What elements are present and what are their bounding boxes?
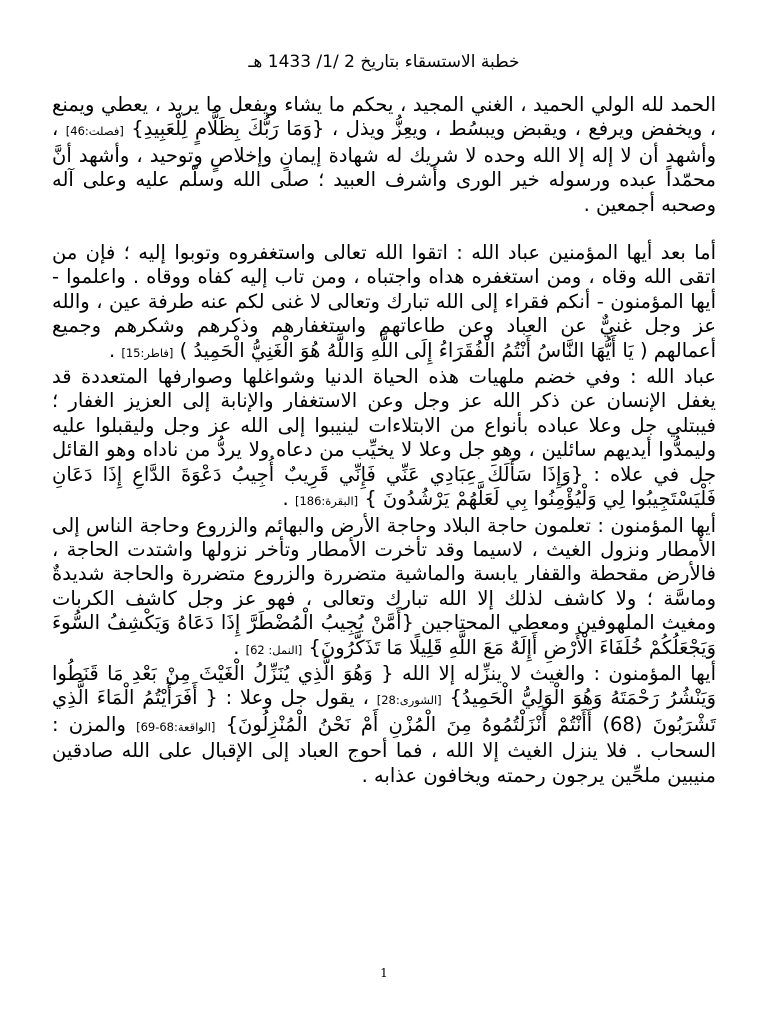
paragraph-opening — [52, 93, 716, 217]
paragraph-rain-from-allah — [52, 662, 716, 788]
paragraph-text: عباد الله : وفي خضم ملهيات هذه الحياة الدنيا وشواغلها وصوارفها المتعددة قد يغفل الإنسان عن ذكر الله عز وجل وعن الاستغفار والإنابة إلى العزيز الغفار ؛ فيبتلي جل وعلا عباده بأنواع من الابتلاءات لينيبوا إلى الله عز وجل وليقبلوا عليه وليمدُّوا أيديهم سائلين ، وهو جل وعلا لا يخيِّب من دعاه ولا يردُّ من ناداه وهو القائل جل في علاه : {وَإِذَا سَأَلَكَ عِبَادِي عَنِّي فَإِنِّي قَرِيبٌ أُجِيبُ دَعْوَةَ الدَّاعِ إِذَا دَعَانِ فَلْيَسْتَجِيبُوا لِي وَلْيُؤْمِنُوا بِي لَعَلَّهُمْ يَرْشُدُونَ } — [52, 365, 716, 511]
quran-citation: [الواقعة:68-69] — [136, 719, 216, 734]
quran-citation: [فصلت:46] — [65, 124, 124, 139]
paragraph-need-for-rain — [52, 514, 716, 662]
paragraph-text: أما بعد أيها المؤمنين عباد الله : اتقوا الله تعالى واستغفروه وتوبوا إليه ؛ فإن من اتقى الله وقاه ، ومن استغفره هداه واجتباه ، ومن تاب إليه كفاه ووقاه . واعلموا - أيها المؤمنون - أنكم فقراء إلى الله تبارك وتعالى لا غنى لكم عنه طرفة عين ، والله عز وجل غنيٌّ عن العباد وعن طاعاتهم واستغفارهم وذكرهم وشكرهم وجميع أعمالهم ( يَا أَيُّهَا النَّاسُ أَنْتُمُ الْفُقَرَاءُ إِلَى اللَّهِ وَاللَّهُ هُوَ الْغَنِيُّ الْحَمِيدُ ) — [52, 241, 716, 362]
paragraph-text: . — [108, 338, 122, 362]
page-title: خطبة الاستسقاء بتاريخ 2 /1/ 1433 هـ — [248, 52, 520, 72]
quran-citation: [فاطر:15] — [121, 345, 174, 360]
paragraph-text: أيها المؤمنون : والغيث لا ينزِّله إلا الله { وَهُوَ الَّذِي يُنَزِّلُ الْغَيْثَ مِنْ بَعْدِ مَا قَنَطُوا وَيَنْشُرُ رَحْمَتَهُ وَهُوَ الْوَلِيُّ الْحَمِيدُ} — [52, 661, 716, 710]
quran-citation: [الشورى:28] — [376, 693, 442, 708]
paragraph-spacer — [52, 217, 716, 241]
paragraph-text: ، وأشهد أن لا إله إلا الله وحده لا شريك له شهادة إيمانٍ وإخلاصٍ وتوحيد ، وأشهد أنَّ محمّداً عبده ورسوله خير الورى وأشرف العبيد ؛ صلى الله وسلّم عليه وعلى آله وصحبه أجمعين . — [52, 117, 716, 216]
document-body — [52, 93, 716, 788]
document-page — [52, 0, 716, 1024]
paragraph-text: أيها المؤمنون : تعلمون حاجة البلاد وحاجة الأرض والبهائم والزروع وحاجة الناس إلى الأمطار ونزول الغيث ، لاسيما وقد تأخرت الأمطار وتأخر نزولها واشتدت الحاجة ، فالأرض مقحطة والقفار يابسة والماشية متضررة والزروع متضررة والحاجة شديدةٌ وماسَّة ؛ ولا كاشف لذلك إلا الله تبارك وتعالى ، فهو عز وجل كاشف الكربات ومغيث الملهوفين ومعطي المحتاجين {أَمَّنْ يُجِيبُ الْمُضْطَرَّ إِذَا دَعَاهُ وَيَكْشِفُ السُّوءَ وَيَجْعَلُكُمْ خُلَفَاءَ الْأَرْضِ أَإِلَهٌ مَعَ اللَّهِ قَلِيلًا مَا تَذَكَّرُونَ} — [52, 513, 716, 659]
paragraph-text: الحمد لله الولي الحميد ، الغني المجيد ، يحكم ما يشاء ويفعل ما يريد ، يعطي ويمنع ، ويخفض ويرفع ، ويقبض ويبسُط ، ويعِزُّ ويذل ، {وَمَا رَبُّكَ بِظَلَّامٍ لِلْعَبِيدِ} — [52, 93, 716, 141]
paragraph-text: ، يقول جل وعلا : { أَفَرَأَيْتُمُ الْمَاءَ الَّذِي تَشْرَبُونَ (68) أَأَنْتُمْ أَنْزَلْتُمُوهُ مِنَ الْمُزْنِ أَمْ نَحْنُ الْمُنْزِلُونَ} — [52, 686, 716, 736]
paragraph-amma-baad — [52, 241, 716, 365]
quran-citation: [البقرة:186] — [294, 494, 359, 509]
paragraph-ibad-allah — [52, 365, 716, 513]
quran-citation: [النمل: 62] — [245, 642, 303, 657]
paragraph-text: . — [282, 487, 295, 511]
paragraph-text: . — [233, 635, 246, 659]
paragraph-text: والمزن : السحاب . فلا ينزل الغيث إلا الله ، فما أحوج العباد إلى الإقبال على الله صادقين منيبين ملحِّين يرجون رحمته ويخافون عذابه . — [52, 712, 716, 787]
page-number: 1 — [380, 966, 388, 980]
